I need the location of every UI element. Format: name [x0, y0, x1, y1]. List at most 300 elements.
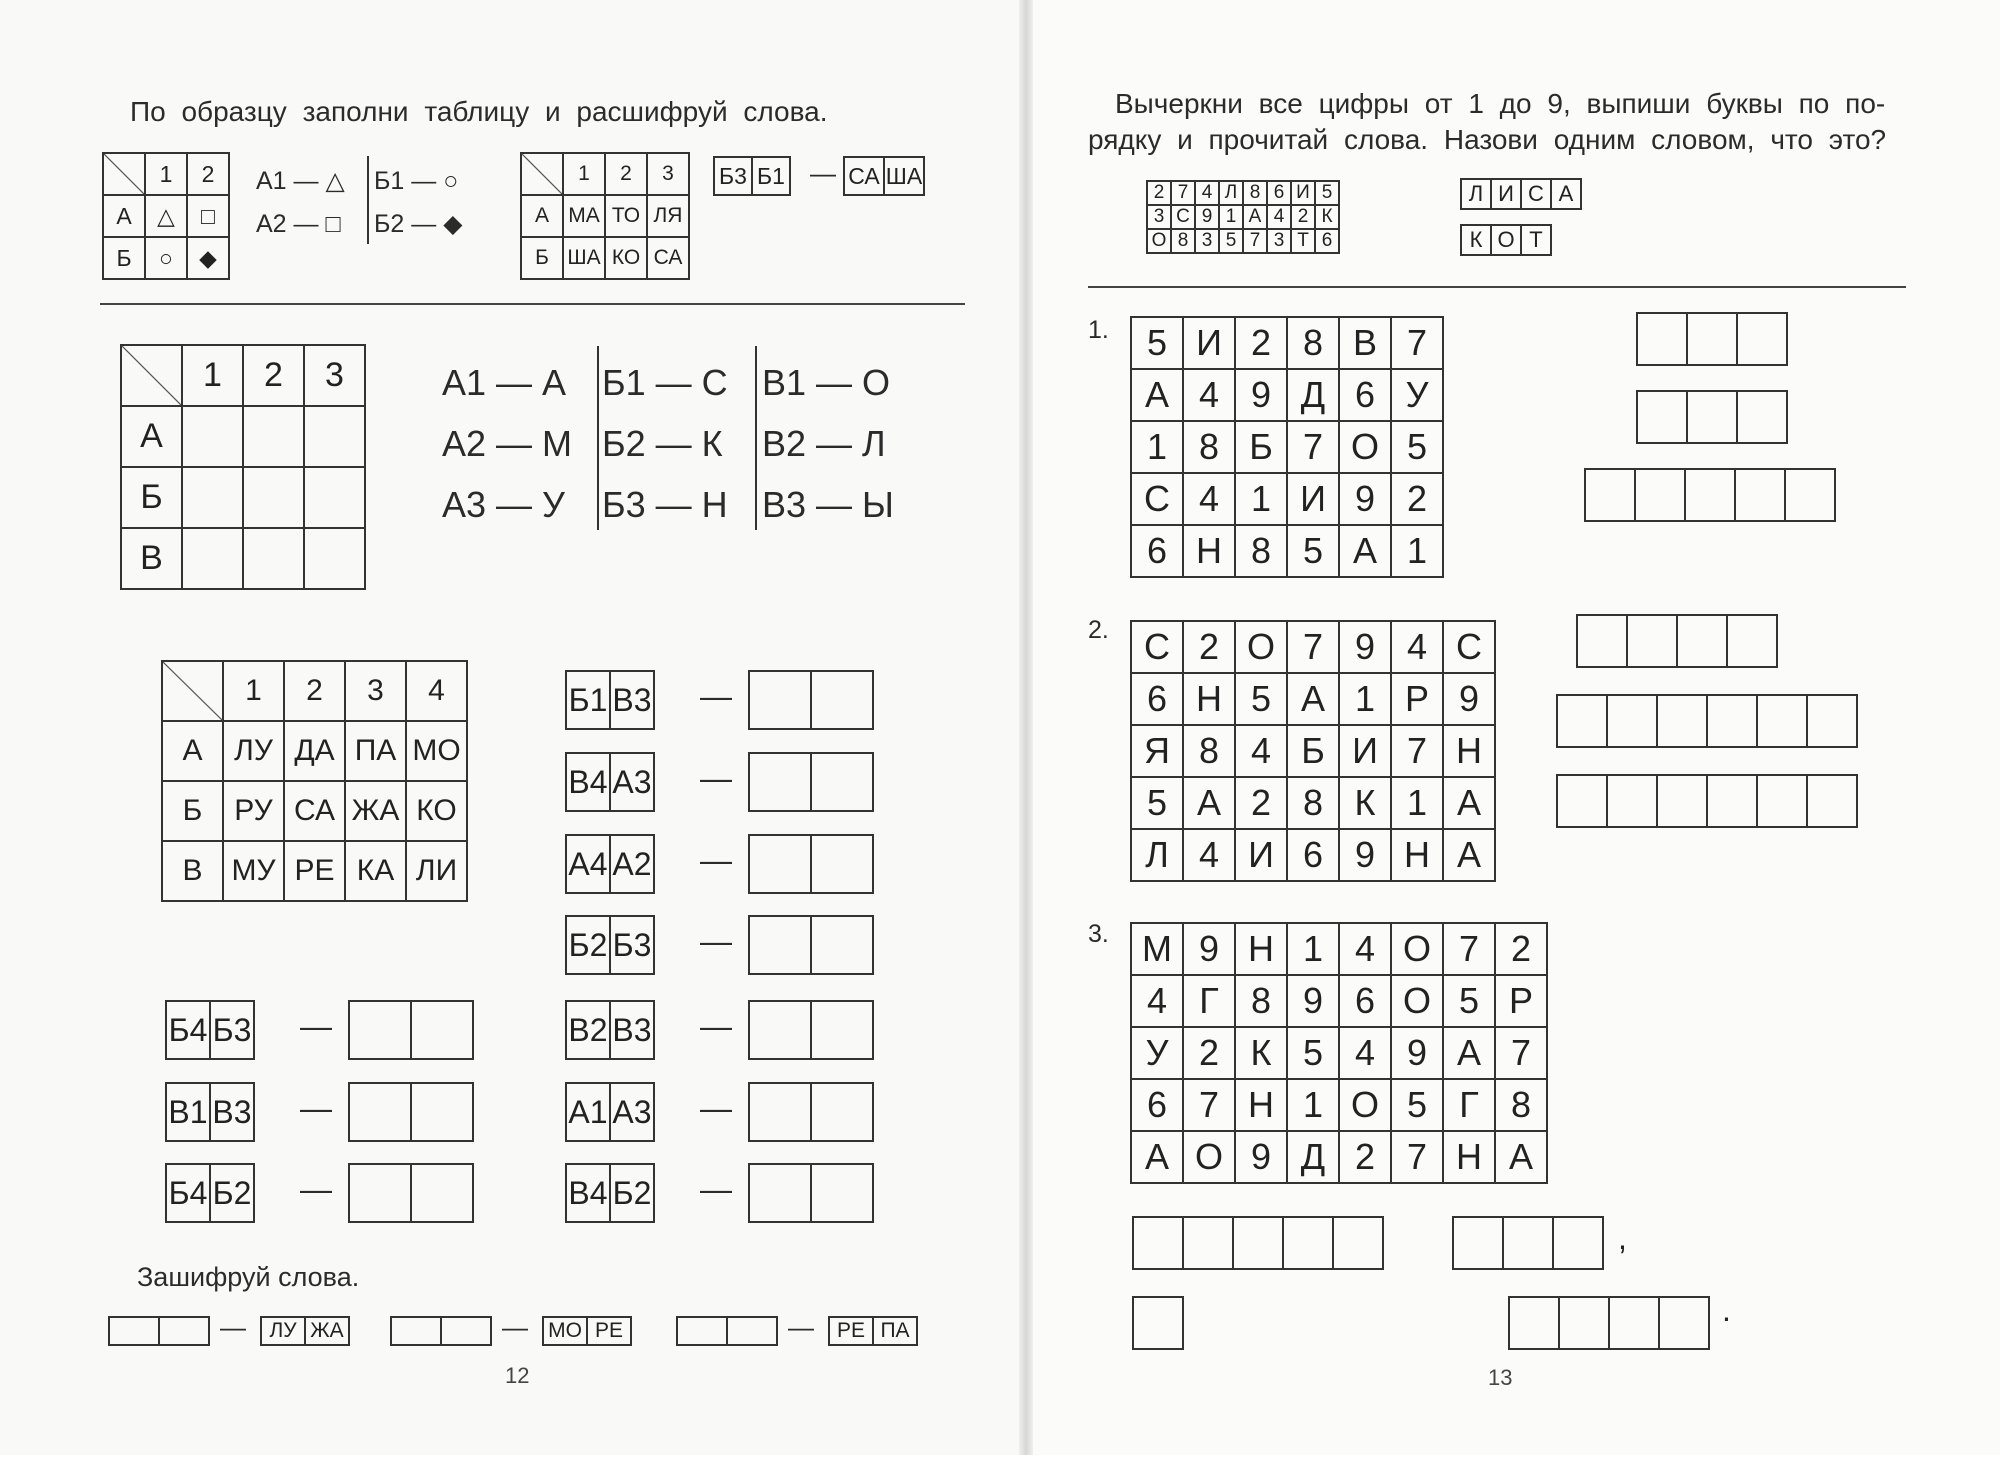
column-header: 3	[345, 661, 406, 721]
task1-answer-3	[1584, 468, 1836, 522]
empty-answer-cell	[109, 1317, 159, 1345]
grid-cell: 9	[1339, 829, 1391, 881]
empty-answer-cell	[1183, 1217, 1233, 1269]
box-cell: МО	[543, 1317, 587, 1345]
column-header: 1	[182, 345, 243, 406]
empty-answer-cell	[1637, 391, 1687, 443]
dash: —	[700, 1171, 732, 1207]
grid-cell: О	[1339, 1079, 1391, 1131]
box-cell: ПА	[873, 1317, 917, 1345]
grid-row	[1131, 525, 1443, 577]
empty-answer-cell	[727, 1317, 777, 1345]
box-cell: В3	[610, 671, 654, 729]
diagonal-corner-cell	[521, 153, 563, 195]
empty-answer-cell	[1657, 775, 1707, 827]
grid-cell: 8	[1235, 525, 1287, 577]
task1-number: 1.	[1088, 316, 1109, 344]
grid-cell: 5	[1235, 673, 1287, 725]
grid-cell: 4	[1339, 1027, 1391, 1079]
grid-cell: 7	[1391, 1131, 1443, 1183]
grid-row	[1131, 421, 1443, 473]
answer-boxes	[748, 670, 874, 730]
encode-word-boxes	[542, 1316, 632, 1346]
column-header: 3	[647, 153, 689, 195]
answer-boxes	[748, 834, 874, 894]
grid-cell: 4	[1339, 923, 1391, 975]
grid-row	[1131, 777, 1495, 829]
empty-answer-cell	[411, 1083, 473, 1141]
empty-answer-cell	[1707, 775, 1757, 827]
grid-cell: 2	[1183, 621, 1235, 673]
empty-answer-cell	[811, 671, 873, 729]
grid-cell: 2	[1391, 473, 1443, 525]
box-cell: РЕ	[829, 1317, 873, 1345]
grid-cell: И	[1339, 725, 1391, 777]
empty-answer-cell	[1559, 1297, 1609, 1349]
empty-answer-cell	[1737, 313, 1787, 365]
grid-cell: Л	[1219, 181, 1243, 205]
empty-answer-cell	[749, 1001, 811, 1059]
box-cell: Б3	[610, 916, 654, 974]
grid-cell: К	[1339, 777, 1391, 829]
empty-answer-cell	[1283, 1217, 1333, 1269]
grid-cell: 7	[1183, 1079, 1235, 1131]
empty-answer-cell	[749, 671, 811, 729]
grid-cell: 1	[1287, 923, 1339, 975]
empty-answer-cell	[1685, 469, 1735, 521]
box-cell: В1	[166, 1083, 210, 1141]
task1-key-a1: А1 — А	[442, 362, 567, 403]
sample2-table	[520, 152, 690, 280]
grid-cell: 6	[1339, 975, 1391, 1027]
table-cell: КО	[605, 237, 647, 279]
grid-cell: 6	[1287, 829, 1339, 881]
right-instruction-line2: рядку и прочитай слова. Назови одним словом, что это?	[1088, 124, 1887, 155]
box-cell: Л	[1461, 179, 1491, 209]
grid-cell: 9	[1235, 1131, 1287, 1183]
column-header: 2	[284, 661, 345, 721]
grid-cell: 5	[1443, 975, 1495, 1027]
sample2-answer-cell: СА	[844, 157, 884, 195]
left-instruction: По образцу заполни таблицу и расшифруй слова.	[130, 96, 828, 127]
empty-answer-cell	[159, 1317, 209, 1345]
grid-cell: И	[1235, 829, 1287, 881]
answer-boxes	[748, 1082, 874, 1142]
grid-cell: 1	[1219, 205, 1243, 229]
diagonal-corner-cell	[121, 345, 182, 406]
empty-answer-cell	[1659, 1297, 1709, 1349]
left-divider-line	[100, 303, 965, 305]
code-pair	[165, 1000, 255, 1060]
box-cell: И	[1491, 179, 1521, 209]
empty-cell	[304, 467, 365, 528]
task3-answer-4	[1508, 1296, 1710, 1350]
grid-cell: Н	[1443, 725, 1495, 777]
grid-cell: 7	[1495, 1027, 1547, 1079]
row-header: Б	[121, 467, 182, 528]
grid-cell: 9	[1443, 673, 1495, 725]
sample1-key-b2: Б2 — ◆	[374, 210, 463, 238]
task3-answer-2	[1452, 1216, 1604, 1270]
grid-cell: Г	[1443, 1079, 1495, 1131]
table-cell: ЛУ	[223, 721, 284, 781]
empty-answer-cell	[441, 1317, 491, 1345]
grid-row	[1131, 829, 1495, 881]
column-header: 2	[605, 153, 647, 195]
answer-boxes	[748, 1000, 874, 1060]
right-task2-grid	[1130, 620, 1496, 882]
box-cell: ЖА	[305, 1317, 349, 1345]
task1-table	[120, 344, 366, 590]
grid-cell: 7	[1391, 317, 1443, 369]
grid-cell: 5	[1391, 421, 1443, 473]
table-cell: МА	[563, 195, 605, 237]
grid-cell: 4	[1183, 829, 1235, 881]
empty-answer-cell	[349, 1001, 411, 1059]
box-cell: ЛУ	[261, 1317, 305, 1345]
grid-cell: 9	[1339, 473, 1391, 525]
task2-answer-3	[1556, 774, 1858, 828]
diagonal-corner-cell	[162, 661, 223, 721]
sample-answer-1	[1460, 178, 1582, 210]
grid-cell: 2	[1235, 317, 1287, 369]
grid-cell: 9	[1391, 1027, 1443, 1079]
grid-cell: Г	[1183, 975, 1235, 1027]
sample1-key-a1: А1 — △	[256, 167, 345, 195]
code-pair	[565, 1163, 655, 1223]
empty-answer-cell	[1807, 775, 1857, 827]
empty-cell	[243, 467, 304, 528]
box-cell: Б2	[566, 916, 610, 974]
column-header: 4	[406, 661, 467, 721]
encode-word-boxes	[828, 1316, 918, 1346]
grid-cell: 1	[1339, 673, 1391, 725]
table-cell: ЛЯ	[647, 195, 689, 237]
grid-cell: Р	[1495, 975, 1547, 1027]
dash: —	[300, 1090, 332, 1126]
task1-key-a3: А3 — У	[442, 484, 565, 525]
empty-answer-cell	[1735, 469, 1785, 521]
grid-cell: 7	[1287, 621, 1339, 673]
grid-cell: 7	[1171, 181, 1195, 205]
answer-boxes	[348, 1082, 474, 1142]
grid-cell: О	[1183, 1131, 1235, 1183]
grid-row	[1131, 1131, 1547, 1183]
task1-key-b1: Б1 — С	[602, 362, 728, 403]
grid-cell: 1	[1235, 473, 1287, 525]
empty-answer-cell	[811, 916, 873, 974]
task1-key-c1: В1 — О	[762, 362, 891, 403]
grid-cell: 9	[1287, 975, 1339, 1027]
grid-cell: 4	[1195, 181, 1219, 205]
task2-answer-1	[1576, 614, 1778, 668]
grid-cell: 9	[1183, 923, 1235, 975]
code-pair	[565, 915, 655, 975]
grid-cell: 1	[1287, 1079, 1339, 1131]
box-cell: А1	[566, 1083, 610, 1141]
box-cell: О	[1491, 225, 1521, 255]
empty-answer-cell	[1687, 313, 1737, 365]
table-cell: СА	[284, 781, 345, 841]
table-cell: ○	[145, 237, 187, 279]
row-header: В	[121, 528, 182, 589]
empty-answer-cell	[1707, 695, 1757, 747]
grid-cell: Я	[1131, 725, 1183, 777]
grid-cell: Н	[1183, 673, 1235, 725]
table-cell: КА	[345, 841, 406, 901]
sample1-table	[102, 152, 230, 280]
grid-cell: Б	[1235, 421, 1287, 473]
table-cell: РЕ	[284, 841, 345, 901]
sample2-code-cell: Б3	[714, 157, 752, 195]
empty-answer-cell	[1727, 615, 1777, 667]
answer-boxes	[748, 915, 874, 975]
table-cell: ПА	[345, 721, 406, 781]
grid-cell: О	[1339, 421, 1391, 473]
box-cell: А3	[610, 753, 654, 811]
grid-cell: 1	[1391, 525, 1443, 577]
empty-answer-cell	[1757, 775, 1807, 827]
box-cell: В4	[566, 1164, 610, 1222]
table-cell: МО	[406, 721, 467, 781]
grid-cell: 1	[1131, 421, 1183, 473]
grid-cell: Т	[1291, 229, 1315, 253]
empty-answer-cell	[1609, 1297, 1659, 1349]
grid-cell: Н	[1443, 1131, 1495, 1183]
grid-cell: 8	[1287, 777, 1339, 829]
empty-answer-cell	[1757, 695, 1807, 747]
empty-answer-cell	[1607, 695, 1657, 747]
box-cell: В4	[566, 753, 610, 811]
grid-cell: У	[1131, 1027, 1183, 1079]
empty-answer-cell	[1133, 1297, 1183, 1349]
grid-cell: А	[1131, 1131, 1183, 1183]
task1-answer-1	[1636, 312, 1788, 366]
box-cell: В2	[566, 1001, 610, 1059]
grid-cell: А	[1131, 369, 1183, 421]
grid-cell: 1	[1391, 777, 1443, 829]
table-cell: △	[145, 195, 187, 237]
right-task1-grid	[1130, 316, 1444, 578]
grid-cell: 2	[1339, 1131, 1391, 1183]
column-header: 3	[304, 345, 365, 406]
grid-cell: Н	[1183, 525, 1235, 577]
dash: —	[220, 1312, 246, 1342]
grid-row	[1131, 621, 1495, 673]
empty-answer-cell	[1785, 469, 1835, 521]
right-task3-grid	[1130, 922, 1548, 1184]
empty-answer-cell	[1577, 615, 1627, 667]
empty-answer-cell	[1585, 469, 1635, 521]
task2-table	[161, 660, 468, 902]
code-pair	[165, 1082, 255, 1142]
sample2-code	[713, 156, 791, 196]
grid-cell: А	[1243, 205, 1267, 229]
column-header: 1	[145, 153, 187, 195]
task1-key-c2: В2 — Л	[762, 423, 886, 464]
empty-answer-cell	[1635, 469, 1685, 521]
grid-cell: 4	[1235, 725, 1287, 777]
grid-cell: А	[1443, 1027, 1495, 1079]
sample1-key-a2: А2 — □	[256, 210, 341, 238]
grid-cell: 4	[1183, 369, 1235, 421]
right-divider-line	[1088, 286, 1906, 288]
box-cell: А2	[610, 835, 654, 893]
grid-cell: Н	[1391, 829, 1443, 881]
table-cell: МУ	[223, 841, 284, 901]
grid-cell: 6	[1131, 525, 1183, 577]
grid-cell: 5	[1391, 1079, 1443, 1131]
right-sample-grid	[1146, 180, 1340, 254]
grid-cell: 7	[1443, 923, 1495, 975]
table-cell: ТО	[605, 195, 647, 237]
dash: —	[300, 1171, 332, 1207]
table-cell: РУ	[223, 781, 284, 841]
task1-key-b2: Б2 — К	[602, 423, 723, 464]
grid-cell: С	[1131, 621, 1183, 673]
encode-empty-boxes	[390, 1316, 492, 1346]
task1-answer-2	[1636, 390, 1788, 444]
table-cell: КО	[406, 781, 467, 841]
right-instruction-line1: Вычеркни все цифры от 1 до 9, выпиши буквы по по-	[1115, 88, 1886, 119]
grid-cell: С	[1443, 621, 1495, 673]
empty-answer-cell	[749, 1083, 811, 1141]
grid-cell: А	[1287, 673, 1339, 725]
task3-period: .	[1722, 1292, 1731, 1328]
grid-cell: Н	[1235, 1079, 1287, 1131]
task1-key-c3: В3 — Ы	[762, 484, 894, 525]
box-cell: Б1	[566, 671, 610, 729]
grid-cell: 5	[1287, 1027, 1339, 1079]
grid-cell: 2	[1183, 1027, 1235, 1079]
empty-answer-cell	[677, 1317, 727, 1345]
grid-cell: 9	[1195, 205, 1219, 229]
empty-answer-cell	[1509, 1297, 1559, 1349]
grid-cell: А	[1183, 777, 1235, 829]
answer-boxes	[748, 752, 874, 812]
grid-cell: 3	[1267, 229, 1291, 253]
encode-empty-boxes	[108, 1316, 210, 1346]
box-cell: В3	[210, 1083, 254, 1141]
task1-divider-2	[755, 346, 757, 530]
empty-cell	[182, 528, 243, 589]
grid-cell: С	[1131, 473, 1183, 525]
grid-cell: 5	[1219, 229, 1243, 253]
empty-answer-cell	[1737, 391, 1787, 443]
empty-answer-cell	[391, 1317, 441, 1345]
grid-cell: И	[1183, 317, 1235, 369]
empty-answer-cell	[811, 1001, 873, 1059]
sample1-key-b	[374, 160, 462, 246]
task3-answer-3	[1132, 1296, 1184, 1350]
empty-answer-cell	[411, 1001, 473, 1059]
code-pair	[565, 1082, 655, 1142]
code-pair	[565, 1000, 655, 1060]
left-page-number: 12	[505, 1363, 530, 1388]
dash: —	[300, 1008, 332, 1044]
grid-cell: 9	[1235, 369, 1287, 421]
grid-cell: А	[1339, 525, 1391, 577]
box-cell: Б2	[210, 1164, 254, 1222]
table-cell: ДА	[284, 721, 345, 781]
grid-cell: 6	[1315, 229, 1339, 253]
grid-cell: 8	[1495, 1079, 1547, 1131]
dash: —	[700, 1090, 732, 1126]
grid-row	[1131, 473, 1443, 525]
grid-cell: 5	[1131, 777, 1183, 829]
row-header: Б	[521, 237, 563, 279]
grid-cell: 6	[1267, 181, 1291, 205]
task1-key-a2: А2 — М	[442, 423, 573, 464]
dash: —	[700, 842, 732, 878]
empty-cell	[243, 406, 304, 467]
table-cell: ША	[563, 237, 605, 279]
grid-cell: 6	[1131, 1079, 1183, 1131]
code-pair	[565, 752, 655, 812]
grid-cell: О	[1391, 923, 1443, 975]
empty-cell	[304, 406, 365, 467]
empty-answer-cell	[1657, 695, 1707, 747]
empty-answer-cell	[1503, 1217, 1553, 1269]
grid-cell: Д	[1287, 369, 1339, 421]
row-header: Б	[162, 781, 223, 841]
grid-row	[1131, 725, 1495, 777]
empty-answer-cell	[349, 1164, 411, 1222]
empty-cell	[182, 467, 243, 528]
right-page-number: 13	[1488, 1365, 1513, 1390]
table-cell: ЛИ	[406, 841, 467, 901]
encode-word-boxes	[260, 1316, 350, 1346]
grid-cell: И	[1291, 181, 1315, 205]
grid-cell: 8	[1243, 181, 1267, 205]
code-pair	[565, 834, 655, 894]
column-header: 2	[243, 345, 304, 406]
grid-cell: Л	[1131, 829, 1183, 881]
grid-cell: Д	[1287, 1131, 1339, 1183]
row-header: А	[103, 195, 145, 237]
grid-row	[1131, 923, 1547, 975]
empty-answer-cell	[1133, 1217, 1183, 1269]
grid-cell: О	[1147, 229, 1171, 253]
grid-cell: 4	[1183, 473, 1235, 525]
empty-answer-cell	[1453, 1217, 1503, 1269]
grid-cell: 5	[1287, 525, 1339, 577]
box-cell: Б4	[166, 1164, 210, 1222]
sample1-key-a	[256, 160, 345, 246]
empty-answer-cell	[811, 1164, 873, 1222]
empty-answer-cell	[1333, 1217, 1383, 1269]
grid-row	[1131, 673, 1495, 725]
grid-cell: А	[1495, 1131, 1547, 1183]
grid-cell: 8	[1171, 229, 1195, 253]
grid-cell: 8	[1287, 317, 1339, 369]
code-pair	[165, 1163, 255, 1223]
grid-row	[1131, 369, 1443, 421]
encode-empty-boxes	[676, 1316, 778, 1346]
dash: —	[700, 1008, 732, 1044]
grid-row	[1131, 1027, 1547, 1079]
task1-key-b	[602, 352, 728, 535]
grid-cell: Р	[1391, 673, 1443, 725]
grid-cell: 7	[1391, 725, 1443, 777]
empty-answer-cell	[811, 753, 873, 811]
diagonal-corner-cell	[103, 153, 145, 195]
sample1-key-b1: Б1 — ○	[374, 167, 459, 195]
grid-cell: 4	[1267, 205, 1291, 229]
box-cell: А	[1551, 179, 1581, 209]
grid-cell: 6	[1131, 673, 1183, 725]
box-cell: К	[1461, 225, 1491, 255]
